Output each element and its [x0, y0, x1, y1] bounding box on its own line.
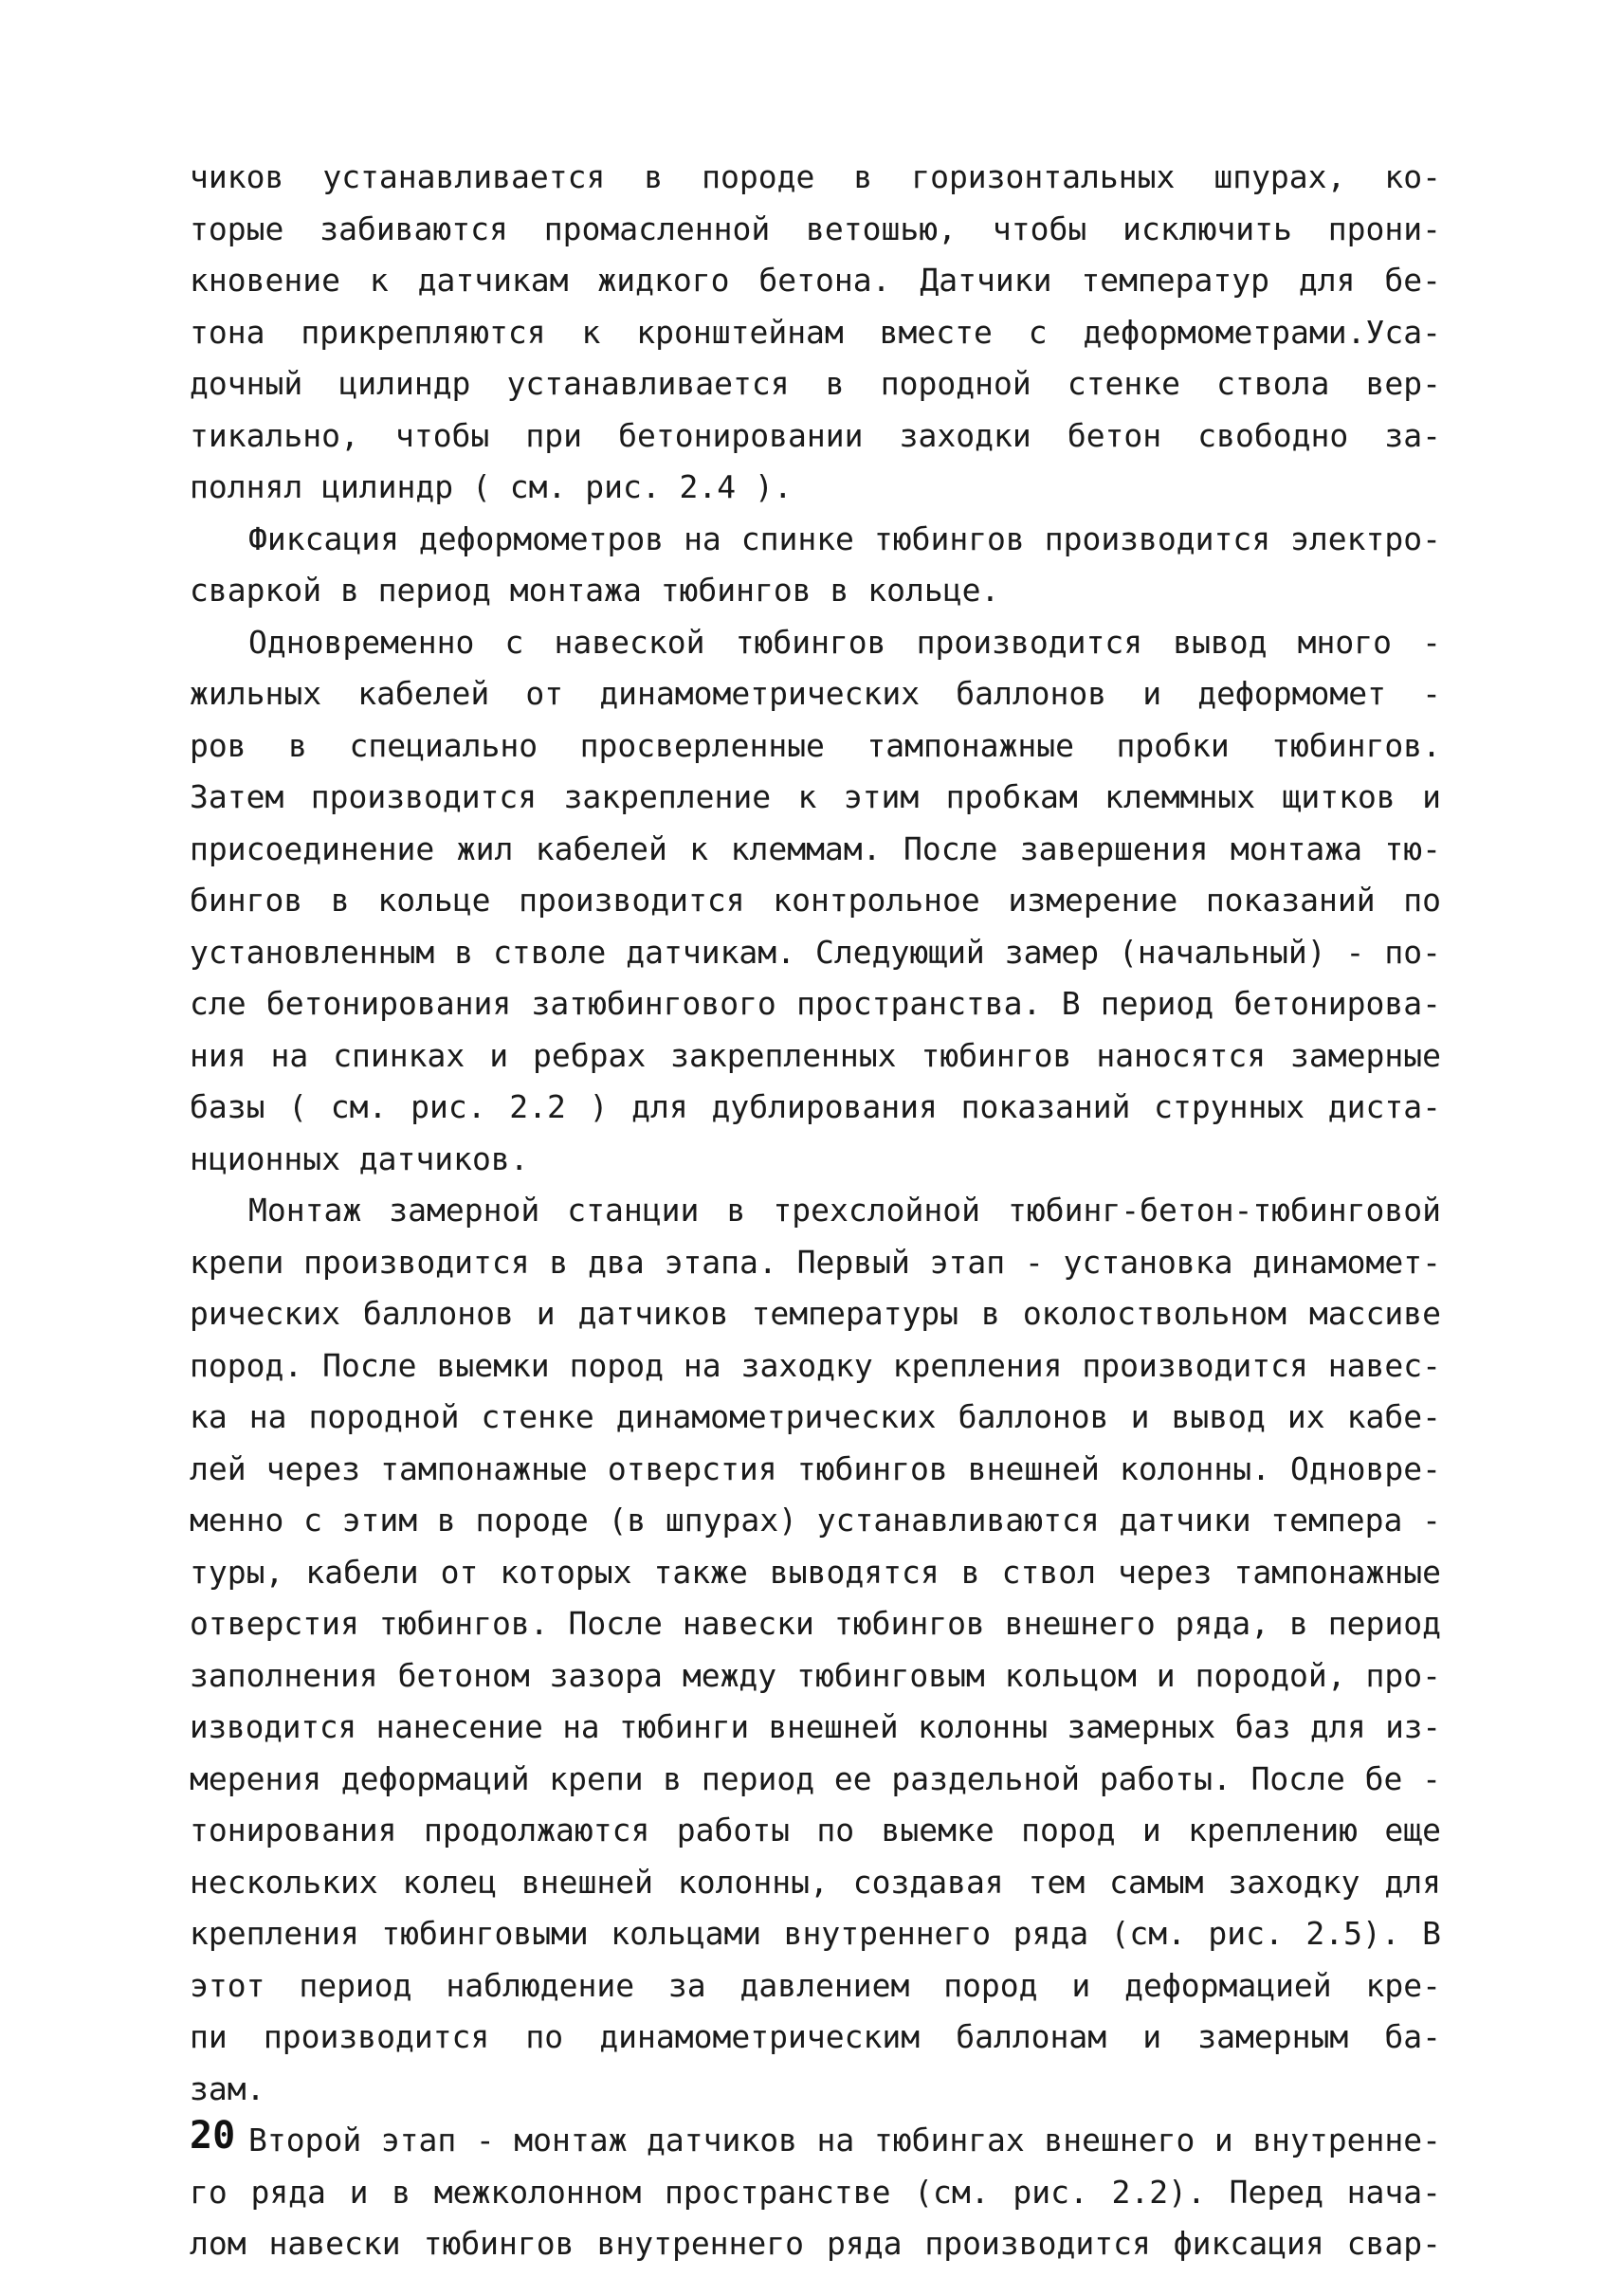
- paragraph-4: [190, 1185, 1441, 2115]
- paragraph-3: [190, 617, 1441, 1186]
- text-line: сле бетонирования затюбингового пространства. В период бетонирова-: [190, 985, 1441, 1022]
- text-line: тона прикрепляются к кронштейнам вместе с деформометрами.Уса-: [190, 313, 1441, 351]
- text-line: нескольких колец внешней колонны, создавая тем самым заходку для: [190, 1863, 1441, 1901]
- text-line: ка на породной стенке динамометрических баллонов и вывод их кабе-: [190, 1398, 1441, 1435]
- text-line: ния на спинках и ребрах закрепленных тюбингов наносятся замерные: [190, 1036, 1441, 1074]
- text-line: торые забиваются промасленной ветошью, чтобы исключить прони-: [190, 209, 1441, 247]
- text-line: Монтаж замерной станции в трехслойной тюбинг-бетон-тюбинговой: [248, 1192, 1441, 1229]
- document-page: [190, 152, 1441, 2270]
- text-line: лей через тампонажные отверстия тюбингов внешней колонны. Одновре-: [190, 1449, 1441, 1487]
- text-line: дочный цилиндр устанавливается в породной стенке ствола вер-: [190, 365, 1441, 402]
- text-line: туры, кабели от которых также выводятся в ствол через тампонажные: [190, 1553, 1441, 1591]
- text-line: менно с этим в породе (в шпурах) устанавливаются датчики темпера -: [190, 1502, 1441, 1539]
- text-line: мерения деформаций крепи в период ее раздельной работы. После бе -: [190, 1759, 1441, 1797]
- text-line: чиков устанавливается в породе в горизонтальных шпурах, ко-: [190, 158, 1441, 195]
- text-line: присоединение жил кабелей к клеммам. После завершения монтажа тю-: [190, 829, 1441, 867]
- text-line: заполнения бетоном зазора между тюбинговым кольцом и породой, про-: [190, 1656, 1441, 1694]
- text-line: Второй этап - монтаж датчиков на тюбингах внешнего и внутренне-: [248, 2122, 1441, 2158]
- paragraph-5: [190, 2115, 1441, 2270]
- paragraph-1: [190, 152, 1441, 514]
- text-line: го ряда и в межколонном пространстве (см. рис. 2.2). Перед нача-: [190, 2173, 1441, 2211]
- text-line: крепи производится в два этапа. Первый этап - установка динамомет-: [190, 1243, 1441, 1281]
- text-line: бингов в кольце производится контрольное измерение показаний по: [190, 882, 1441, 919]
- text-line: установленным в стволе датчикам. Следующий замер (начальный) - по-: [190, 933, 1441, 971]
- text-line: рических баллонов и датчиков температуры в околоствольном массиве: [190, 1295, 1441, 1332]
- text-line: полнял цилиндр ( см. рис. 2.4 ).: [190, 468, 793, 505]
- text-line: тонирования продолжаются работы по выемке пород и креплению еще: [190, 1812, 1441, 1849]
- text-line: отверстия тюбингов. После навески тюбингов внешнего ряда, в период: [190, 1605, 1441, 1642]
- text-line: Фиксация деформометров на спинке тюбингов производится электро-: [248, 519, 1441, 557]
- text-line: пород. После выемки пород на заходку крепления производится навес-: [190, 1346, 1441, 1384]
- text-line: Затем производится закрепление к этим пробкам клеммных щитков и: [190, 778, 1441, 815]
- text-line: крепления тюбинговыми кольцами внутреннего ряда (см. рис. 2.5). В: [190, 1915, 1441, 1952]
- text-line: лом навески тюбингов внутреннего ряда производится фиксация свар-: [190, 2225, 1441, 2262]
- text-line: базы ( см. рис. 2.2 ) для дублирования показаний струнных диста-: [190, 1088, 1441, 1125]
- text-line: Одновременно с навеской тюбингов производится вывод много -: [248, 623, 1441, 661]
- text-line: этот период наблюдение за давлением пород и деформацией кре-: [190, 1966, 1441, 2004]
- text-line: пи производится по динамометрическим баллонам и замерным ба-: [190, 2018, 1441, 2055]
- text-line: зам.: [190, 2069, 265, 2107]
- text-line: ров в специально просверленные тампонажные пробки тюбингов.: [190, 726, 1441, 764]
- text-line: нционных датчиков.: [190, 1139, 529, 1177]
- text-line: изводится нанесение на тюбинги внешней колонны замерных баз для из-: [190, 1709, 1441, 1745]
- text-line: кновение к датчикам жидкого бетона. Датчики температур для бе-: [190, 262, 1441, 299]
- paragraph-2: [190, 514, 1441, 617]
- text-line: сваркой в период монтажа тюбингов в кольце.: [190, 572, 1000, 609]
- page-number: 20: [190, 2114, 236, 2158]
- text-line: тикально, чтобы при бетонировании заходки бетон свободно за-: [190, 416, 1441, 454]
- text-line: жильных кабелей от динамометрических баллонов и деформомет -: [190, 675, 1441, 712]
